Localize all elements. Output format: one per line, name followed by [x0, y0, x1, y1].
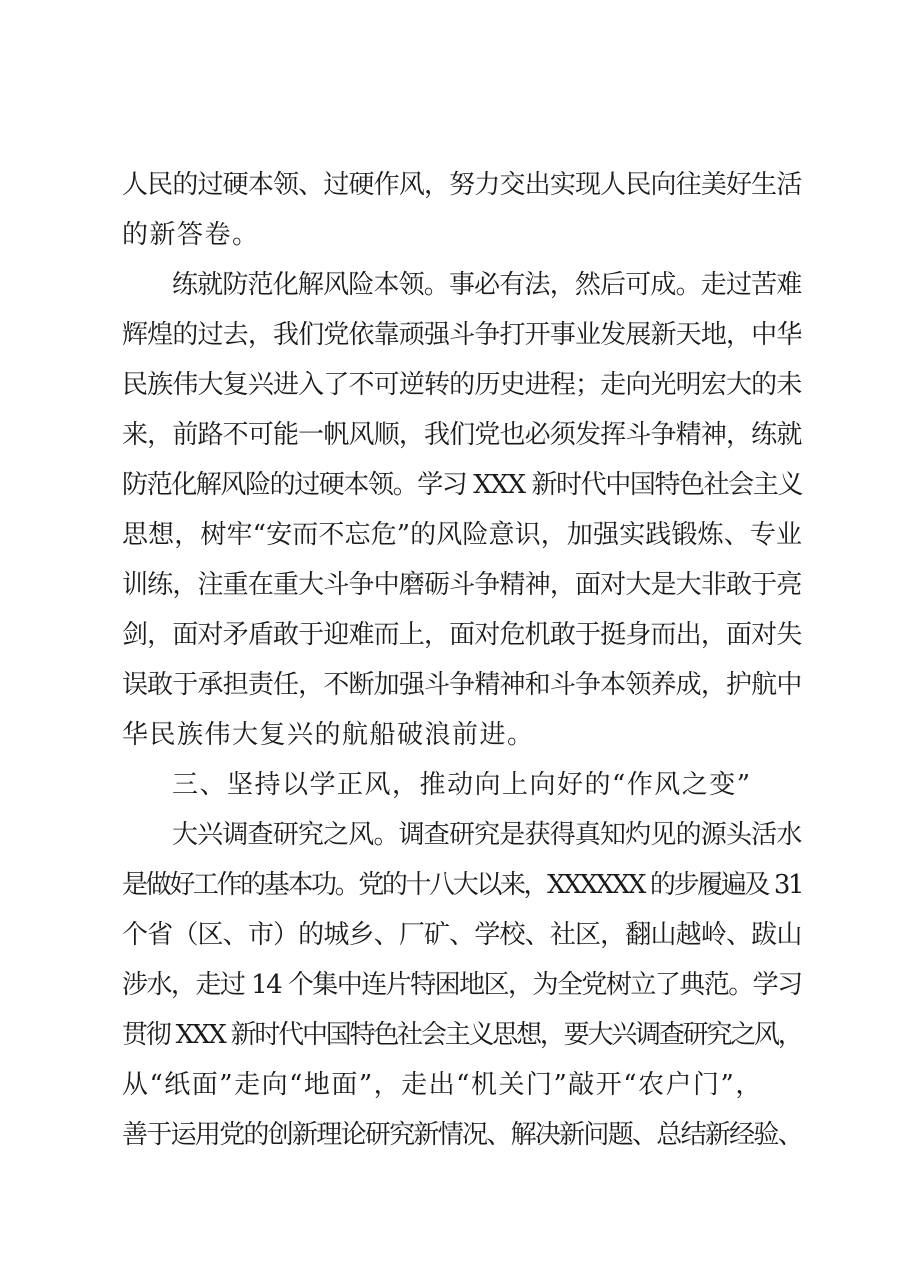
text-line: 人民的过硬本领、过硬作风，努力交出实现人民向往美好生活: [122, 170, 802, 200]
text-line: 辉煌的过去，我们党依靠顽强斗争打开事业发展新天地，中华: [122, 320, 802, 350]
text-line: 从“纸面”走向“地面”，走出“机关门”敲开“农户门”，: [122, 1070, 763, 1100]
text-line: 贯彻 XXX 新时代中国特色社会主义思想，要大兴调查研究之风，: [122, 1020, 802, 1050]
text-line: 训练，注重在重大斗争中磨砺斗争精神，面对大是大非敢于亮: [122, 570, 802, 600]
text-line: 思想，树牢“安而不忘危”的风险意识，加强实践锻炼、专业: [122, 520, 803, 550]
paragraph-heading-line: 大兴调查研究之风。调查研究是获得真知灼见的源头活水: [172, 820, 802, 850]
text-line: 民族伟大复兴进入了不可逆转的历史进程；走向光明宏大的未: [122, 370, 802, 400]
text-line: 误敢于承担责任，不断加强斗争精神和斗争本领养成，护航中: [122, 670, 802, 700]
text-line: 善于运用党的创新理论研究新情况、解决新问题、总结新经验、: [122, 1120, 803, 1150]
text-line: 剑，面对矛盾敢于迎难而上，面对危机敢于挺身而出，面对失: [122, 620, 802, 650]
text-line: 华民族伟大复兴的航船破浪前进。: [122, 720, 535, 750]
paragraph-heading-line: 练就防范化解风险本领。事必有法，然后可成。走过苦难: [172, 270, 802, 300]
text-line: 是做好工作的基本功。党的十八大以来，XXXXXX 的步履遍及 31: [122, 870, 803, 900]
text-line: 来，前路不可能一帆风顺，我们党也必须发挥斗争精神，练就: [122, 420, 802, 450]
text-line: 的新答卷。: [122, 220, 260, 250]
text-line: 个省（区、市）的城乡、厂矿、学校、社区，翻山越岭、跋山: [122, 920, 802, 950]
text-line: 涉水，走过 14 个集中连片特困地区，为全党树立了典范。学习: [122, 970, 802, 1000]
text-line: 防范化解风险的过硬本领。学习 XXX 新时代中国特色社会主义: [122, 470, 803, 500]
section-heading: 三、坚持以学正风，推动向上向好的“作风之变”: [172, 770, 752, 800]
